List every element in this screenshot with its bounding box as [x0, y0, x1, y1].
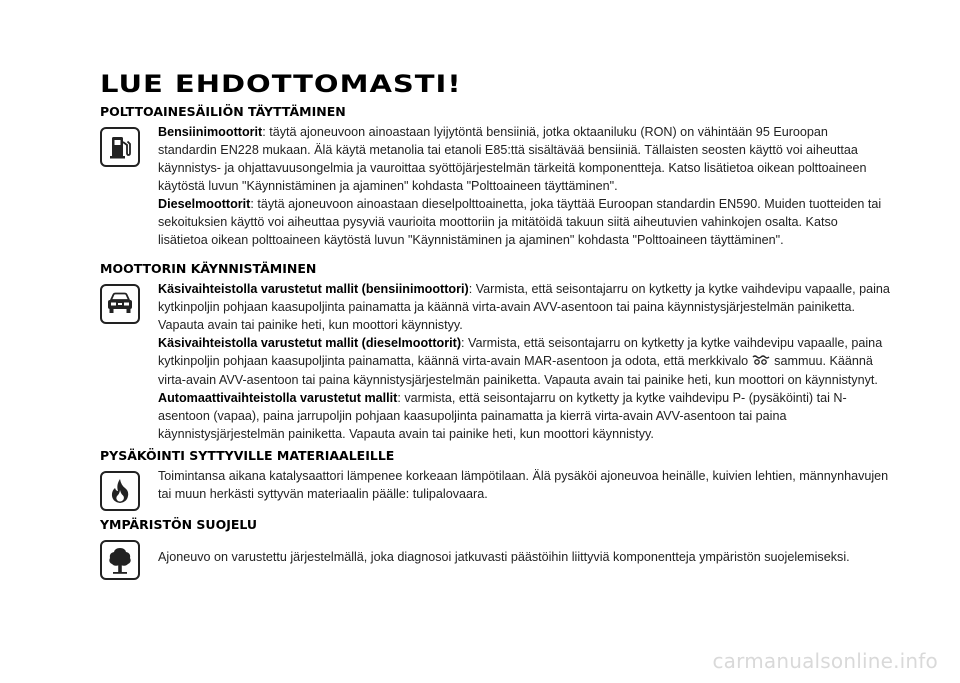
section-title-environment: YMPÄRISTÖN SUOJELU	[100, 517, 258, 532]
section-fuel-filling	[100, 103, 890, 249]
text-manual-petrol: : Varmista, että seisontajarru on kytketty ja kytke vaihdevipu vapaalle, paina kytkinpoljin pohjaan kaasupoljinta painamatta ja käännä virta-avain AVV-asentoon tai paina käynnistysjärjestelmän painiketta. Vapauta avain tai painike heti, kun moottori käynnistyy.	[158, 282, 890, 332]
text-manual-diesel-a: : Varmista, että seisontajarru on kytketty ja kytke vaihdevipu vapaalle, paina kytkinpoljin pohjaan kaasupoljinta painamatta, käännä virta-avain MAR-asentoon ja odota, että merkkivalo	[158, 336, 883, 368]
term-automatic: Automaattivaihteistolla varustetut mallit	[158, 390, 398, 405]
fuel-row	[100, 123, 890, 249]
parking-row	[100, 467, 890, 503]
car-icon	[100, 284, 140, 324]
fire-icon	[100, 471, 140, 511]
text-petrol: : täytä ajoneuvoon ainoastaan lyijytöntä bensiiniä, jotka oktaaniluku (RON) on vähintään 95 Euroopan standardin EN228 mukaan. Älä käytä metanolia tai etanoli E85:ttä sisältävää bensiiniä. Tällaisten seosten käyttö voi aiheuttaa käynnistys- ja ohjattavuusongelmia ja vauroittaa syöttöjärjestelmän tärkeitä komponentteja. Katso lisätietoa oikean polttoaineen käytöstä luvun "Käynnistäminen ja ajaminen" kohdasta "Polttoaineen täyttäminen".	[158, 125, 867, 193]
environment-row	[100, 536, 890, 566]
term-manual-diesel: Käsivaihteistolla varustetut mallit (dieselmoottorit)	[158, 336, 462, 350]
start-paragraph-automatic	[158, 389, 890, 443]
section-title-fuel: POLTTOAINESÄILIÖN TÄYTTÄMINEN	[100, 104, 346, 119]
text-diesel: : täytä ajoneuvoon ainoastaan dieselpolttoainetta, joka täyttää Euroopan standardin EN590. Muiden tuotteiden tai sekoituksien käyttö voi aiheuttaa pysyviä vaurioita moottoriin ja mitätöidä takuun siitä aiheutuvien vahinkojen osalta. Katso lisätietoa oikean polttoaineen käytöstä luvun "Käynnistäminen ja ajaminen" kohdasta "Polttoaineen täyttäminen".	[158, 197, 882, 247]
start-paragraph-manual-diesel	[158, 334, 890, 389]
fuel-paragraph-diesel	[158, 195, 890, 249]
glow-plug-icon	[751, 353, 771, 371]
section-engine-start	[100, 260, 890, 443]
section-title-start: MOOTTORIN KÄYNNISTÄMINEN	[100, 261, 317, 276]
environment-text: Ajoneuvo on varustettu järjestelmällä, joka diagnosoi jatkuvasti päästöihin liittyviä komponentteja ympäristön suojelemiseksi.	[158, 550, 850, 564]
text-manual-diesel-b: sammuu. Käännä virta-avain AVV-asentoon tai paina käynnistysjärjestelmän painiketta. Vapauta avain tai painike heti, kun moottori on käynnistynyt.	[158, 354, 878, 387]
start-paragraph-manual-petrol	[158, 280, 890, 334]
term-manual-petrol: Käsivaihteistolla varustetut mallit (bensiinimoottori)	[158, 282, 469, 296]
start-row	[100, 280, 890, 443]
text-automatic: : varmista, että seisontajarru on kytketty ja kytke vaihdevipu P- (pysäköinti) tai N-asentoon (vapaa), paina jarrupoljin pohjaan kaasupoljinta painamatta ja kierrä virta-avain AVV-asentoon tai paina käynnistysjärjestelmän painiketta. Vapauta avain tai painike heti, kun moottori käynnistyy.	[158, 390, 847, 441]
fuel-paragraph-petrol	[158, 123, 890, 195]
tree-icon	[100, 540, 140, 580]
parking-text: Toimintansa aikana katalysaattori lämpenee korkeaan lämpötilaan. Älä pysäköi ajoneuvoa heinälle, kuivien lehtien, männynhavujen tai muun herkästi syttyvän materiaalin päälle: tulipalovaara.	[158, 469, 889, 501]
page-title: LUE EHDOTTOMASTI!	[100, 70, 462, 98]
start-text	[158, 280, 890, 443]
term-diesel: Dieselmoottorit	[158, 197, 251, 211]
section-title-parking: PYSÄKÖINTI SYTTYVILLE MATERIAALEILLE	[100, 448, 395, 463]
fuel-pump-icon	[100, 127, 140, 167]
term-petrol: Bensiinimoottorit	[158, 125, 263, 139]
fuel-text	[158, 123, 890, 249]
section-parking-flammable	[100, 447, 890, 503]
watermark: carmanualsonline.info	[712, 649, 938, 673]
section-environment	[100, 516, 890, 566]
